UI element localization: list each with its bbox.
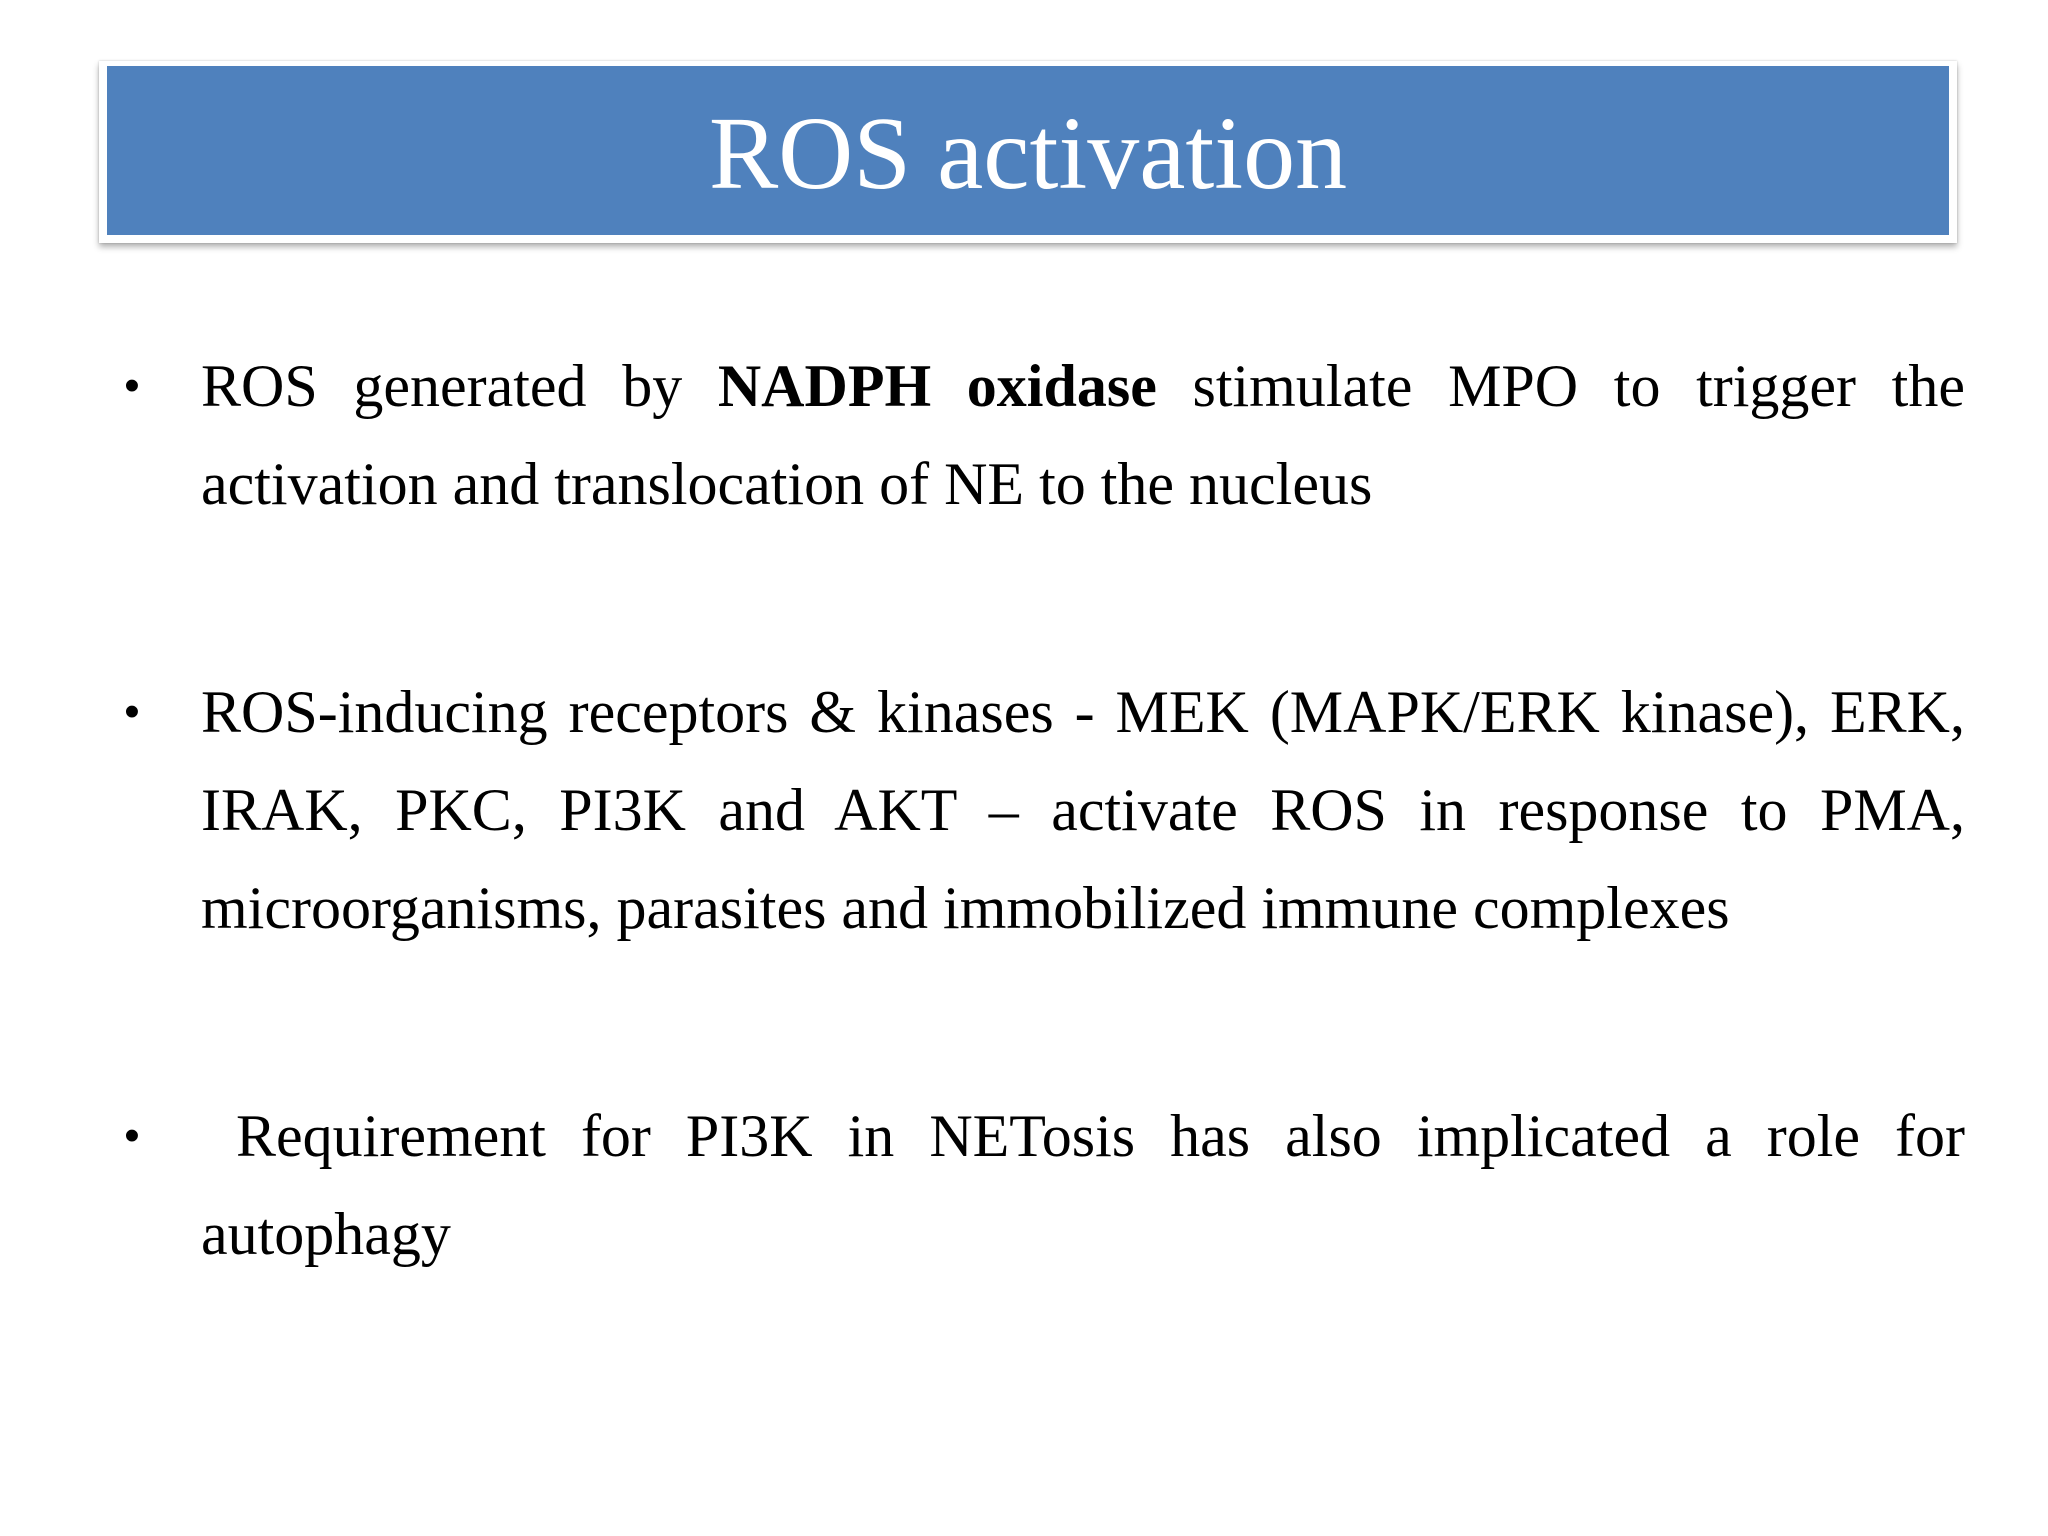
bullet-list [120, 337, 1980, 1283]
bullet-dot-icon: • [124, 1111, 140, 1160]
bullet-1-text-after: stimulate MPO to trigger the activation and translocation of NE to the nucleus [201, 353, 1965, 517]
bullet-text-1 [201, 337, 1965, 533]
bullet-item-2 [120, 663, 1965, 957]
title-bar [107, 66, 1949, 235]
bullet-item-3 [120, 1087, 1980, 1283]
bullet-dot-icon: • [124, 361, 140, 410]
bullet-dot-icon: • [124, 687, 140, 736]
bullet-text-3: Requirement for PI3K in NETosis has also implicated a role for autophagy [201, 1103, 1980, 1267]
slide-title: ROS activation [708, 95, 1348, 211]
bullet-1-bold-term: NADPH oxidase [717, 353, 1157, 419]
bullet-text-2: ROS-inducing receptors & kinases - MEK (MAPK/ERK kinase), ERK, IRAK, PKC, PI3K and AKT – activate ROS in response to PMA, microorganisms, parasites and immobilized immune complexes [201, 679, 1965, 941]
title-frame [99, 61, 1957, 243]
bullet-item-1 [120, 337, 1965, 533]
bullet-1-text-before: ROS generated by [201, 353, 718, 419]
